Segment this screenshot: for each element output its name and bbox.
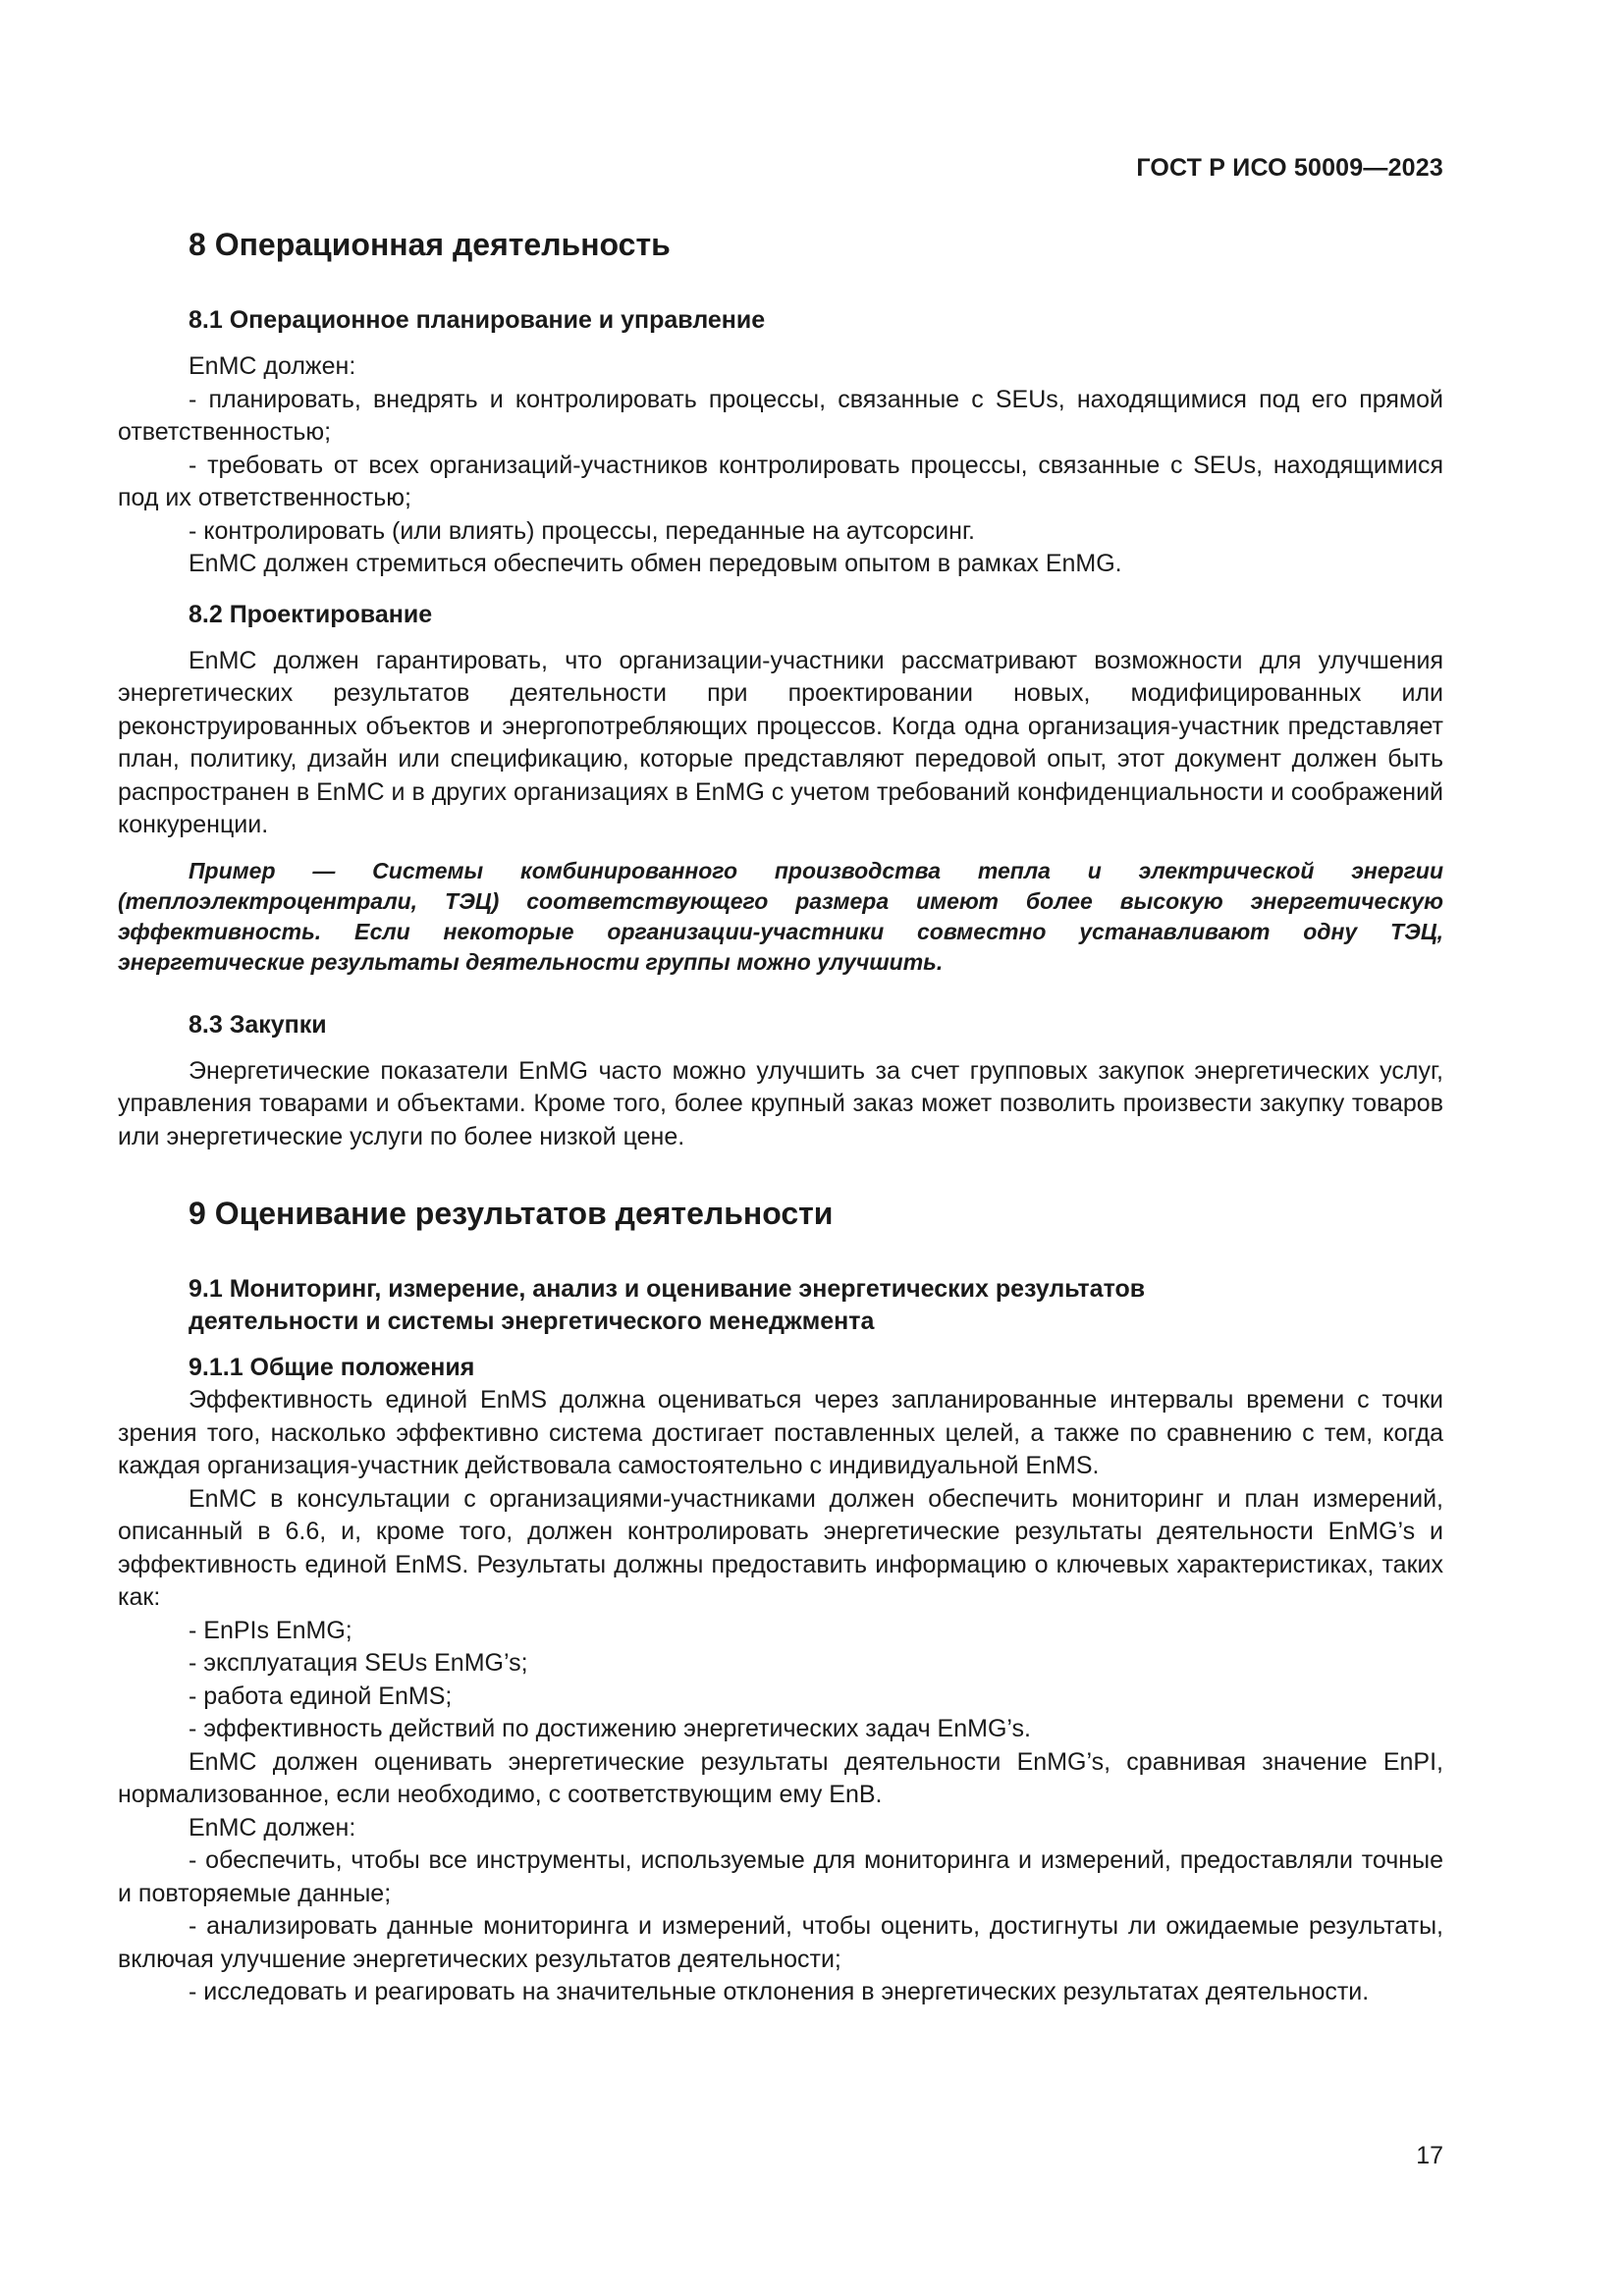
s81-paragraph: - контролировать (или влиять) процессы, переданные на аутсорсинг.: [189, 516, 975, 545]
section-8-2-title: 8.2 Проектирование: [189, 600, 433, 628]
s911-paragraph: EnMC должен оценивать энергетические результаты деятельности EnMG’s, сравнивая значение EnPI, нормализованное, если необходимо, с соответствующим ему EnB.: [118, 1747, 1443, 1808]
section-9-1-title-line2: деятельности и системы энергетического менеджмента: [189, 1308, 875, 1335]
section-9-1-1-title: 9.1.1 Общие положения: [189, 1354, 475, 1381]
s911-list-item: - исследовать и реагировать на значительные отклонения в энергетических результатах деятельности.: [189, 1978, 1370, 2005]
s911-list-item: - анализировать данные мониторинга и измерений, чтобы оценить, достигнуты ли ожидаемые результаты, включая улучшение энергетических результатов деятельности;: [118, 1912, 1443, 1973]
s82-paragraph: EnMC должен гарантировать, что организации-участники рассматривают возможности для улучшения энергетических результатов деятельности при проектировании новых, модифицированных или реконструированных объектов и энергопотребляющих процессов. Когда одна организация-участник представляет план, политику, дизайн или спецификацию, которые представляют передовой опыт, этот документ должен быть распространен в EnMC и в других организациях в EnMG с учетом требований конфиденциальности и соображений конкуренции.: [118, 646, 1443, 838]
section-8-1-title: 8.1 Операционное планирование и управление: [189, 306, 766, 334]
s81-paragraph: - требовать от всех организаций-участников контролировать процессы, связанные с SEUs, находящимися под их ответственностью;: [118, 451, 1443, 511]
page-content: [118, 224, 1443, 2009]
s911-paragraph: EnMC должен:: [189, 1813, 356, 1842]
page-number: 17: [1416, 2142, 1443, 2169]
section-8-3-title: 8.3 Закупки: [189, 1010, 327, 1039]
s81-paragraph: - планировать, внедрять и контролировать процессы, связанные с SEUs, находящимися под его прямой ответственностью;: [118, 385, 1443, 446]
s81-paragraph: EnMC должен стремиться обеспечить обмен передовым опытом в рамках EnMG.: [189, 550, 1122, 577]
s83-paragraph: Энергетические показатели EnMG часто можно улучшить за счет групповых закупок энергетических услуг, управления товарами и объектами. Кроме того, более крупный заказ может позволить произвести закупку товаров или энергетические услуги по более низкой цене.: [118, 1056, 1443, 1150]
s82-example-note: Пример — Системы комбинированного производства тепла и электрической энергии (теплоэлектроцентрали, ТЭЦ) соответствующего размера имеют более высокую энергетическую эффективность. Если некоторые организации-участники совместно устанавливают одну ТЭЦ, энергетические результаты деятельности группы можно улучшить.: [118, 857, 1443, 975]
s911-list-item: - работа единой EnMS;: [189, 1682, 453, 1710]
s911-list-item: - эффективность действий по достижению энергетических задач EnMG’s.: [189, 1715, 1031, 1742]
s911-paragraph: EnMC в консультации с организациями-участниками должен обеспечить мониторинг и план измерений, описанный в 6.6, и, кроме того, должен контролировать энергетические результаты деятельности EnMG’s и эффективность единой EnMS. Результаты должны предоставить информацию о ключевых характеристиках, таких как:: [118, 1484, 1443, 1611]
s911-list-item: - EnPIs EnMG;: [189, 1616, 352, 1644]
s81-paragraph: EnMC должен:: [189, 352, 356, 380]
section-9-title: 9 Оценивание результатов деятельности: [189, 1196, 834, 1231]
s911-list-item: - эксплуатация SEUs EnMG’s;: [189, 1649, 528, 1677]
s911-paragraph: Эффективность единой EnMS должна оцениваться через запланированные интервалы времени с точки зрения того, насколько эффективно система достигает поставленных целей, а также по сравнению с тем, когда каждая организация-участник действовала самостоятельно с индивидуальной EnMS.: [118, 1386, 1443, 1479]
s911-list-item: - обеспечить, чтобы все инструменты, используемые для мониторинга и измерений, предоставляли точные и повторяемые данные;: [118, 1846, 1443, 1907]
section-8-title: 8 Операционная деятельность: [189, 227, 671, 262]
section-9-1-title-line1: 9.1 Мониторинг, измерение, анализ и оценивание энергетических результатов: [189, 1275, 1146, 1303]
document-standard-code: ГОСТ Р ИСО 50009—2023: [1136, 154, 1443, 182]
